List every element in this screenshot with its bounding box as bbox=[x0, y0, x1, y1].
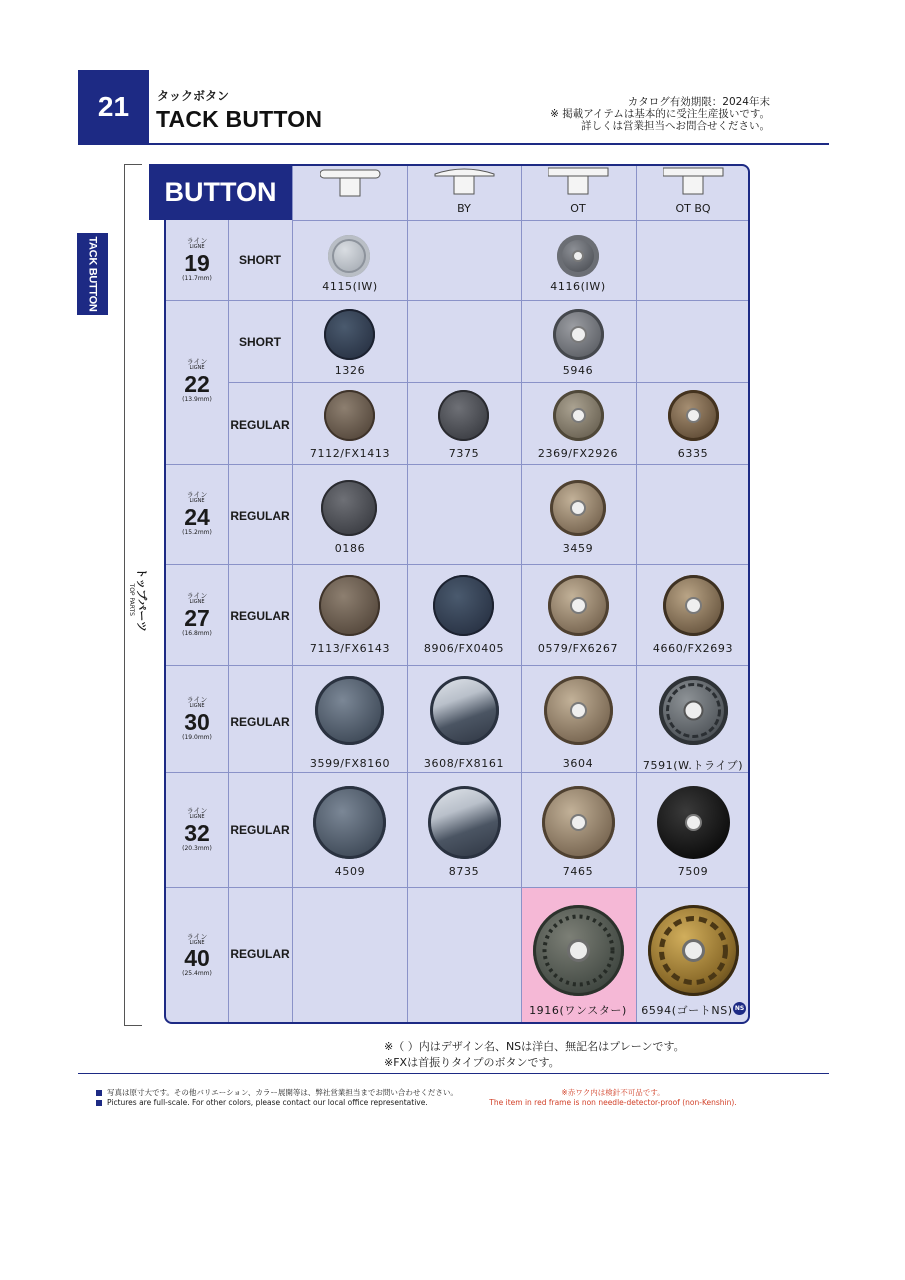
item-code: 4660/FX2693 bbox=[652, 642, 734, 655]
button-0579-image bbox=[548, 575, 609, 636]
item-code: 8906/FX0405 bbox=[423, 642, 505, 655]
button-8906-image bbox=[433, 575, 494, 636]
ligne-32: ライン LIGNE 32 (20.3mm) bbox=[182, 807, 212, 852]
item-code: 2369/FX2926 bbox=[537, 447, 619, 460]
item-code: 3608/FX8161 bbox=[423, 757, 505, 770]
item-code: 4116(IW) bbox=[550, 280, 606, 293]
ligne-24: ライン LIGNE 24 (15.2mm) bbox=[182, 491, 212, 536]
item-code: 7113/FX6143 bbox=[309, 642, 391, 655]
ligne-22: ライン LIGNE 22 (13.9mm) bbox=[182, 358, 212, 403]
type-label: SHORT bbox=[239, 335, 281, 349]
button-7591-image bbox=[659, 676, 728, 745]
item-code: 6594(ゴートNS) bbox=[641, 1004, 733, 1017]
button-4116-image bbox=[557, 235, 599, 277]
item-code: 8735 bbox=[448, 865, 480, 878]
column-shape-plain bbox=[320, 168, 382, 200]
notice-line-1: カタログ有効期限：2024年末 bbox=[627, 96, 770, 108]
notice-line-2: ※ 掲載アイテムは基本的に受注生産扱いです。 bbox=[550, 108, 770, 120]
type-label: REGULAR bbox=[230, 947, 290, 961]
item-code: 7465 bbox=[562, 865, 594, 878]
column-shape-ot bbox=[548, 166, 610, 198]
button-8735-image bbox=[428, 786, 501, 859]
top-parts-label bbox=[117, 560, 157, 640]
button-1326-image bbox=[324, 309, 375, 360]
button-2369-image bbox=[553, 390, 604, 441]
footer-left-1: 写真は原寸大です。その他バリエーション、カラー展開等は、弊社営業担当までお問い合わせください。 bbox=[96, 1087, 458, 1098]
type-label: REGULAR bbox=[230, 509, 290, 523]
button-3459-image bbox=[550, 480, 606, 536]
ns-badge: NS bbox=[733, 1002, 746, 1015]
ligne-30: ライン LIGNE 30 (19.0mm) bbox=[182, 696, 212, 741]
button-5946-image bbox=[553, 309, 604, 360]
item-code: 7591(W.トライブ) bbox=[642, 759, 744, 772]
footer-left-2: Pictures are full-scale. For other colors, please contact our local office representative. bbox=[96, 1098, 428, 1107]
footer-right-1: ※赤ワク内は検針不可品です。 bbox=[561, 1088, 665, 1097]
top-parts-jp: トップパーツ bbox=[134, 567, 148, 633]
button-6594-image bbox=[648, 905, 739, 996]
button-7509-image bbox=[657, 786, 730, 859]
side-tab-label: TACK BUTTON bbox=[86, 236, 99, 312]
button-3599-image bbox=[315, 676, 384, 745]
type-label: REGULAR bbox=[230, 823, 290, 837]
side-tab bbox=[77, 233, 108, 315]
button-0186-image bbox=[321, 480, 377, 536]
item-code: 3599/FX8160 bbox=[309, 757, 391, 770]
item-code: 1326 bbox=[334, 364, 366, 377]
button-7375-image bbox=[438, 390, 489, 441]
item-code: 4115(IW) bbox=[322, 280, 378, 293]
type-label: SHORT bbox=[239, 253, 281, 267]
item-code: 7375 bbox=[448, 447, 480, 460]
button-7113-image bbox=[319, 575, 380, 636]
ligne-40: ライン LIGNE 40 (25.4mm) bbox=[182, 932, 212, 978]
table-banner: BUTTON bbox=[149, 164, 292, 220]
button-3608-image bbox=[430, 676, 499, 745]
column-header-by: BY bbox=[457, 202, 471, 215]
type-label: REGULAR bbox=[230, 418, 290, 432]
item-code: 5946 bbox=[562, 364, 594, 377]
button-4660-image bbox=[663, 575, 724, 636]
button-7465-image bbox=[542, 786, 615, 859]
title-jp: タックボタン bbox=[157, 89, 230, 103]
type-label: REGULAR bbox=[230, 715, 290, 729]
item-code: 3604 bbox=[562, 757, 594, 770]
header-divider bbox=[78, 143, 829, 145]
item-code: 0579/FX6267 bbox=[537, 642, 619, 655]
page-number: 21 bbox=[78, 70, 149, 144]
top-parts-en: TOP PARTS bbox=[128, 583, 136, 617]
footer-divider bbox=[78, 1073, 829, 1074]
button-3604-image bbox=[544, 676, 613, 745]
button-6335-image bbox=[668, 390, 719, 441]
column-shape-otbq bbox=[663, 166, 725, 198]
column-header-ot: OT bbox=[570, 202, 586, 215]
button-7112-image bbox=[324, 390, 375, 441]
ligne-27: ライン LIGNE 27 (16.8mm) bbox=[182, 592, 212, 637]
note-2: ※FXは首振りタイプのボタンです。 bbox=[384, 1056, 560, 1069]
type-label: REGULAR bbox=[230, 609, 290, 623]
item-code: 1916(ワンスター) bbox=[529, 1004, 627, 1017]
page-title: TACK BUTTON bbox=[156, 106, 323, 132]
item-code: 4509 bbox=[334, 865, 366, 878]
item-code: 7112/FX1413 bbox=[309, 447, 391, 460]
item-code: 6335 bbox=[677, 447, 709, 460]
column-header-otbq: OT BQ bbox=[675, 202, 711, 215]
item-code: 3459 bbox=[562, 542, 594, 555]
note-1: ※（ ）内はデザイン名、NSは洋白、無記名はプレーンです。 bbox=[384, 1040, 685, 1053]
button-4509-image bbox=[313, 786, 386, 859]
ligne-19: ライン LIGNE 19 (11.7mm) bbox=[182, 237, 212, 282]
column-shape-by bbox=[434, 166, 496, 198]
button-1916-image bbox=[533, 905, 624, 996]
notice-line-3: 詳しくは営業担当へお問合せください。 bbox=[581, 120, 770, 132]
item-code: 0186 bbox=[334, 542, 366, 555]
item-code: 7509 bbox=[677, 865, 709, 878]
footer-right-2: The item in red frame is non needle-detector-proof (non-Kenshin). bbox=[489, 1098, 737, 1107]
button-4115-image bbox=[328, 235, 370, 277]
